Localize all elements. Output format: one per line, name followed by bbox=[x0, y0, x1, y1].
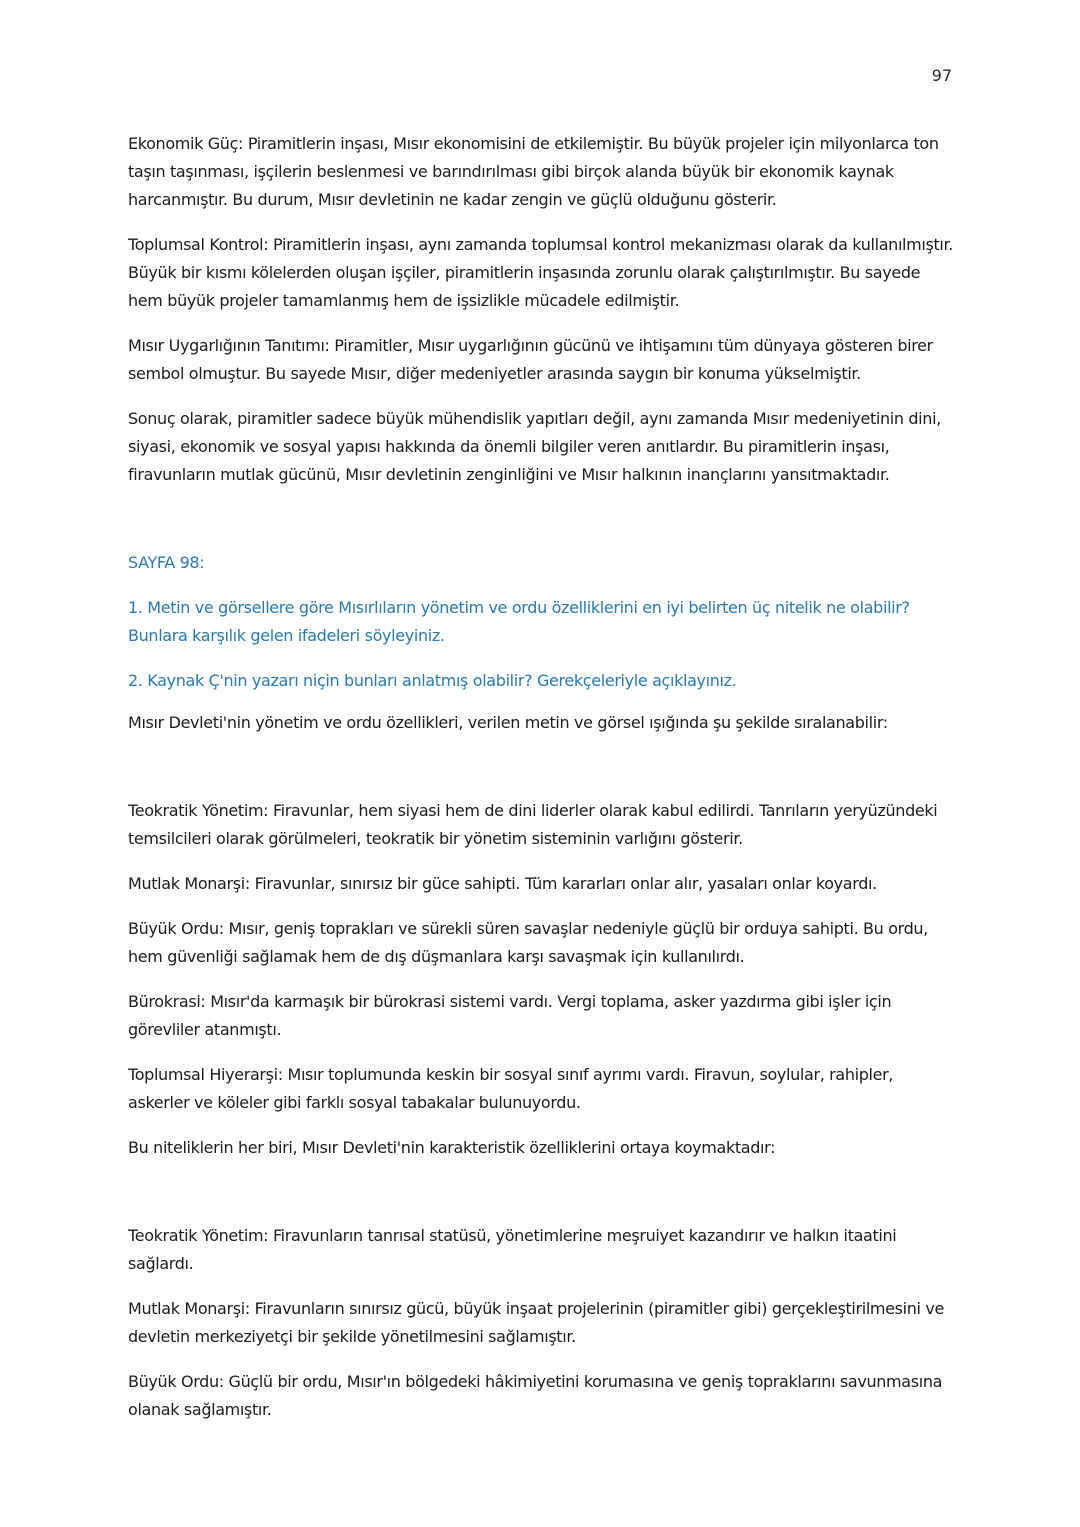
explanation-absolute-monarchy: Mutlak Monarşi: Firavunların sınırsız gücü, büyük inşaat projelerinin (piramitler gibi) gerçekleştirilmesini ve devletin merkeziyetçi bir şekilde yönetilmesini sağlamıştır. bbox=[128, 1299, 944, 1346]
paragraph-economic-power: Ekonomik Güç: Piramitlerin inşası, Mısır ekonomisini de etkilemiştir. Bu büyük projeler için milyonlarca ton taşın taşınması, işçilerin beslenmesi ve barındırılması gibi birçok alanda büyük bir ekonomik kaynak harcanmıştır. Bu durum, Mısır devletinin ne kadar zengin ve güçlü olduğunu gösterir. bbox=[128, 134, 939, 209]
section-heading: SAYFA 98: bbox=[128, 553, 205, 572]
feature-bureaucracy: Bürokrasi: Mısır'da karmaşık bir bürokrasi sistemi vardı. Vergi toplama, asker yazdırma gibi işler için görevliler atanmıştı. bbox=[128, 992, 892, 1039]
intro-paragraph: Mısır Devleti'nin yönetim ve ordu özellikleri, verilen metin ve görsel ışığında şu şekilde sıralanabilir: bbox=[128, 713, 888, 732]
page-content bbox=[128, 130, 958, 1441]
question-2: 2. Kaynak Ç'nin yazarı niçin bunları anlatmış olabilir? Gerekçeleriyle açıklayınız. bbox=[128, 671, 737, 690]
explanation-theocratic: Teokratik Yönetim: Firavunların tanrısal statüsü, yönetimlerine meşruiyet kazandırır ve halkın itaatini sağlardı. bbox=[128, 1226, 897, 1273]
paragraph-civilization-promotion: Mısır Uygarlığının Tanıtımı: Piramitler, Mısır uygarlığının gücünü ve ihtişamını tüm dünyaya gösteren birer sembol olmuştur. Bu sayede Mısır, diğer medeniyetler arasında saygın bir konuma yükselmiştir. bbox=[128, 336, 933, 383]
page-number: 97 bbox=[931, 66, 952, 85]
feature-absolute-monarchy: Mutlak Monarşi: Firavunlar, sınırsız bir güce sahipti. Tüm kararları onlar alır, yasaları onlar koyardı. bbox=[128, 874, 877, 893]
feature-large-army: Büyük Ordu: Mısır, geniş toprakları ve sürekli süren savaşlar nedeniyle güçlü bir orduya sahipti. Bu ordu, hem güvenliği sağlamak hem de dış düşmanlara karşı savaşmak için kullanılırdı. bbox=[128, 919, 928, 966]
paragraph-conclusion: Sonuç olarak, piramitler sadece büyük mühendislik yapıtları değil, aynı zamanda Mısır medeniyetinin dini, siyasi, ekonomik ve sosyal yapısı hakkında da önemli bilgiler veren anıtlardır. Bu piramitlerin inşası, firavunların mutlak gücünü, Mısır devletinin zenginliğini ve Mısır halkının inançlarını yansıtmaktadır. bbox=[128, 409, 941, 484]
summary-paragraph: Bu niteliklerin her biri, Mısır Devleti'nin karakteristik özelliklerini ortaya koymaktadır: bbox=[128, 1138, 776, 1157]
feature-theocratic: Teokratik Yönetim: Firavunlar, hem siyasi hem de dini liderler olarak kabul edilirdi. Tanrıların yeryüzündeki temsilcileri olarak görülmeleri, teokratik bir yönetim sisteminin varlığını gösterir. bbox=[128, 801, 938, 848]
paragraph-social-control: Toplumsal Kontrol: Piramitlerin inşası, aynı zamanda toplumsal kontrol mekanizması olarak da kullanılmıştır. Büyük bir kısmı kölelerden oluşan işçiler, piramitlerin inşasında zorunlu olarak çalıştırılmıştır. Bu sayede hem büyük projeler tamamlanmış hem de işsizlikle mücadele edilmiştir. bbox=[128, 235, 953, 310]
explanation-large-army: Büyük Ordu: Güçlü bir ordu, Mısır'ın bölgedeki hâkimiyetini korumasına ve geniş topraklarını savunmasına olanak sağlamıştır. bbox=[128, 1372, 943, 1419]
feature-social-hierarchy: Toplumsal Hiyerarşi: Mısır toplumunda keskin bir sosyal sınıf ayrımı vardı. Firavun, soylular, rahipler, askerler ve köleler gibi farklı sosyal tabakalar bulunuyordu. bbox=[128, 1065, 894, 1112]
question-1: 1. Metin ve görsellere göre Mısırlıların yönetim ve ordu özelliklerini en iyi belirten üç nitelik ne olabilir? Bunlara karşılık gelen ifadeleri söyleyiniz. bbox=[128, 598, 910, 645]
